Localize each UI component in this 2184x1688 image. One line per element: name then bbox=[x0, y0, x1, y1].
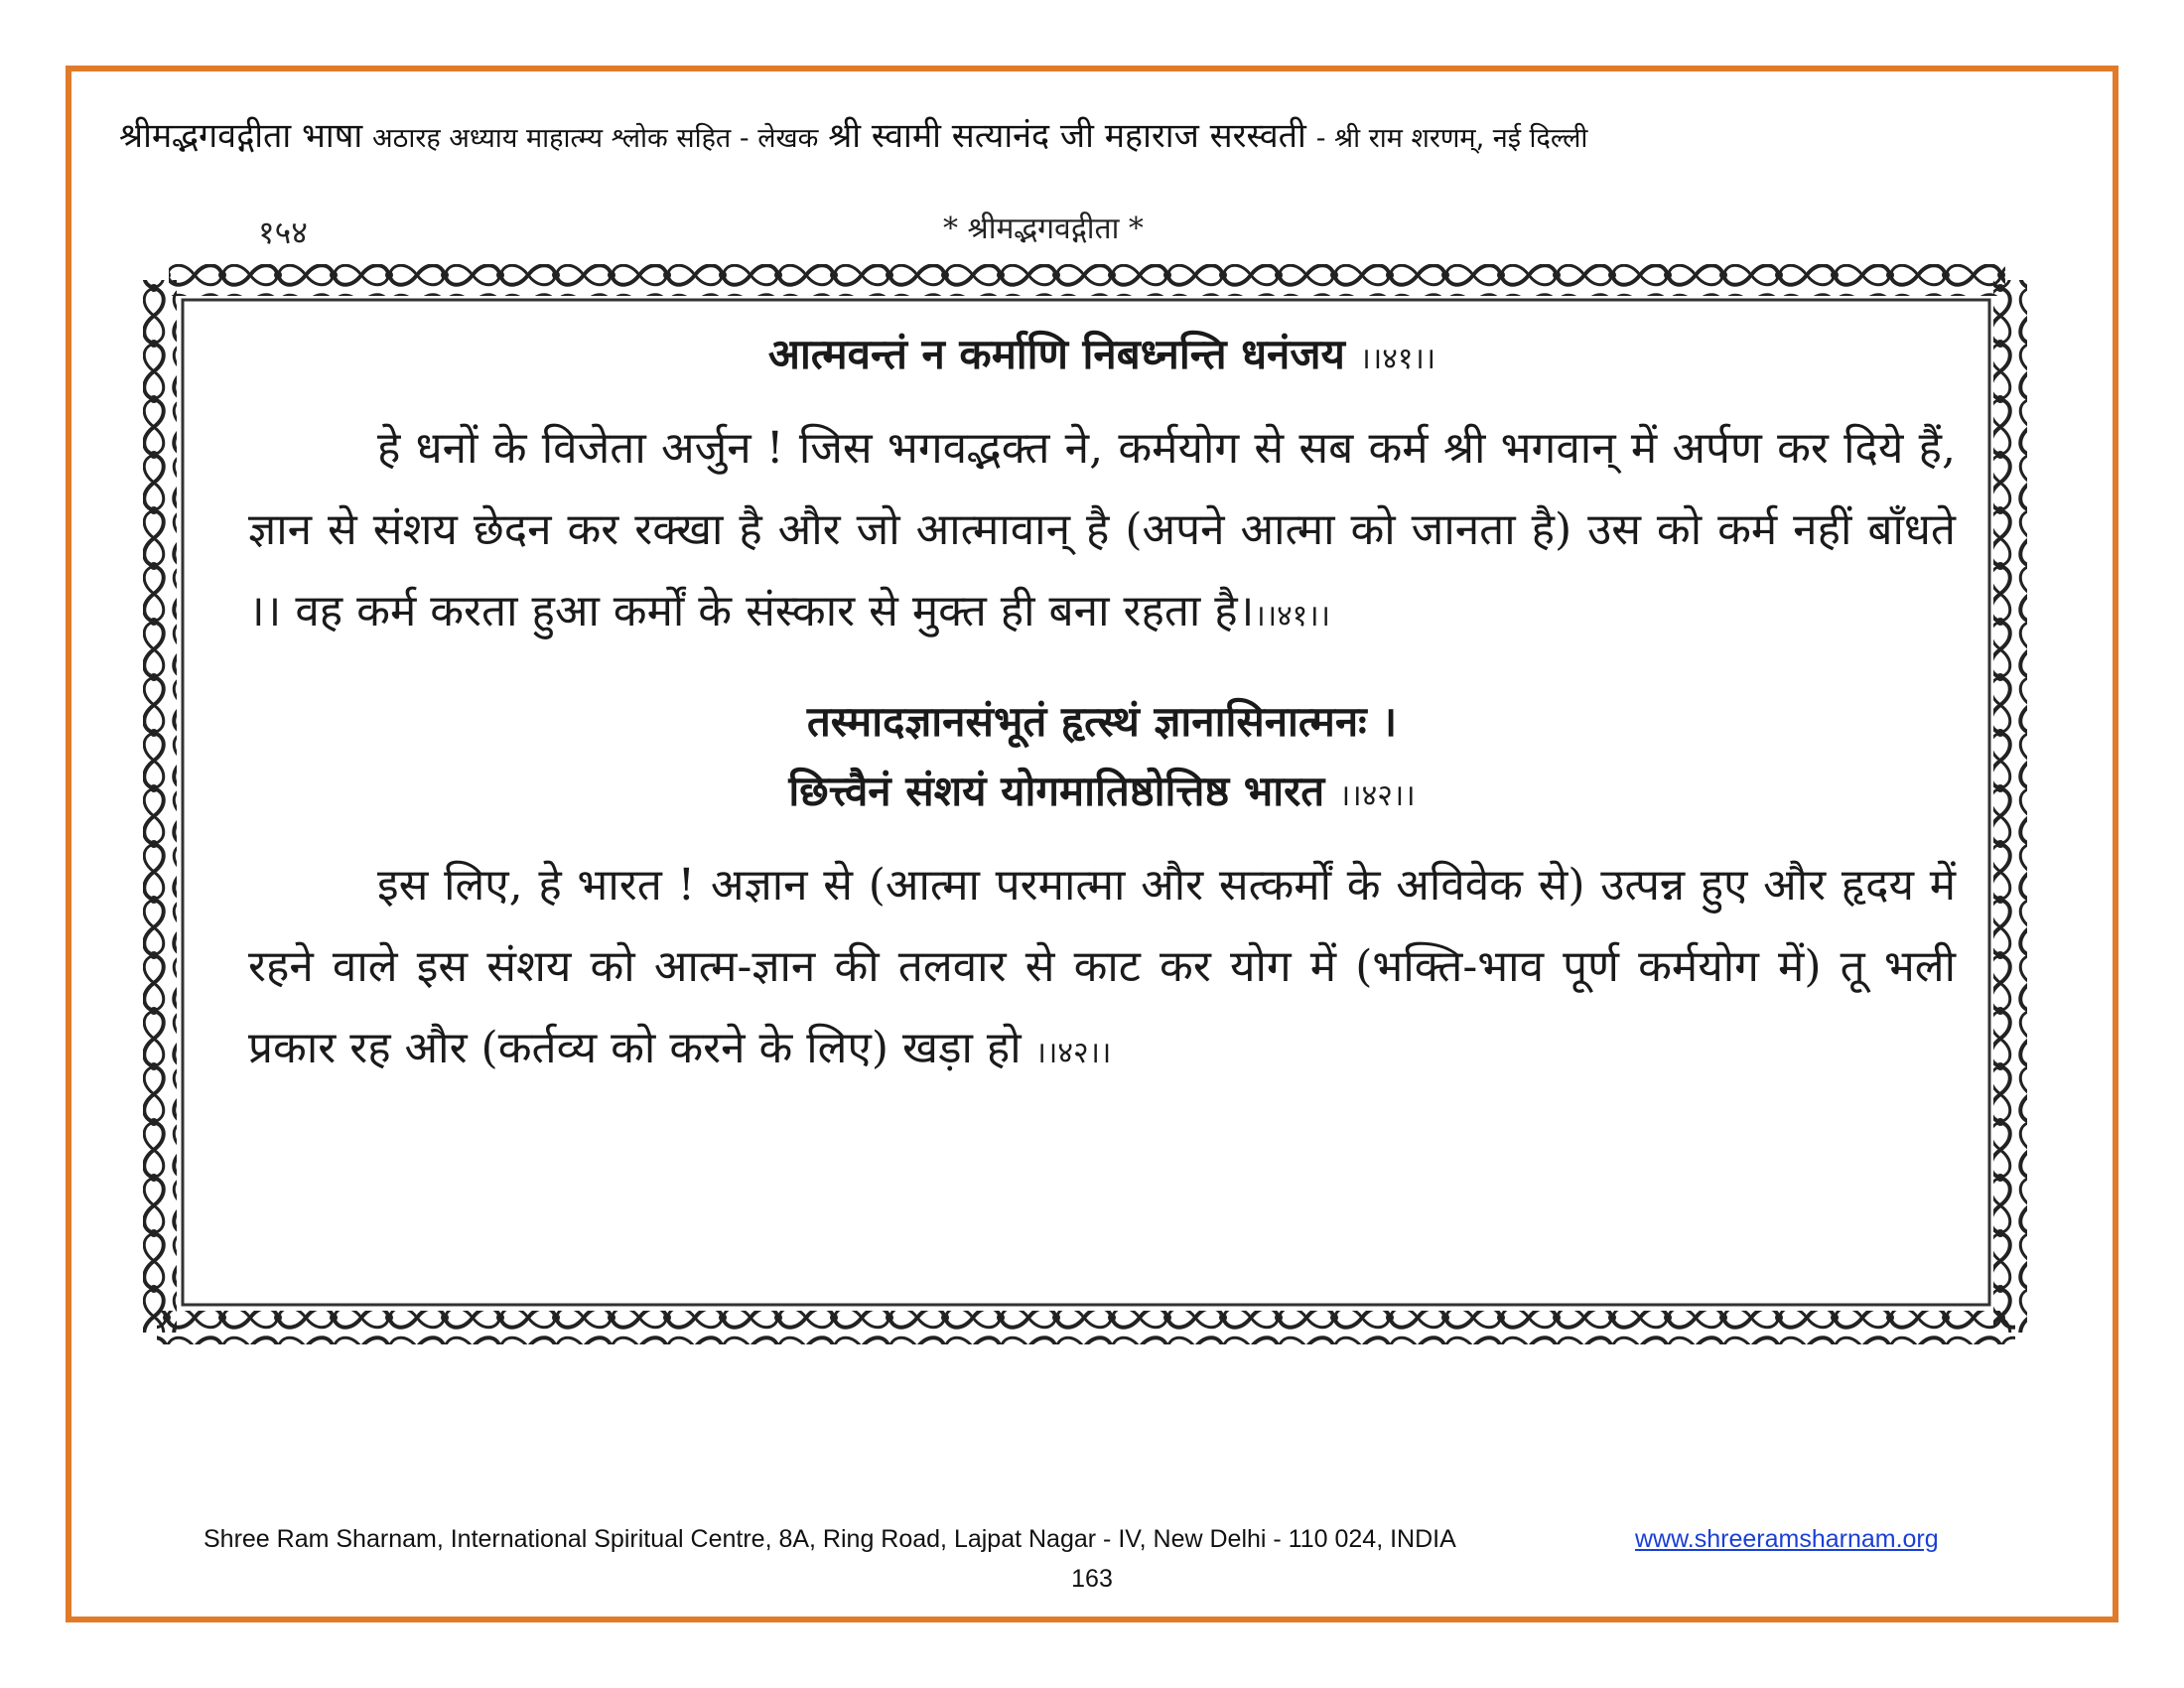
footer-address: Shree Ram Sharnam, International Spiritual Centre, 8A, Ring Road, Lajpat Nagar - IV, New Delhi - 110 024, INDIA bbox=[204, 1525, 1456, 1553]
commentary-42-number: ।।४२।। bbox=[1034, 1036, 1112, 1070]
verse-41-line: आत्मवन्तं न कर्माणि निबध्नन्ति धनंजय bbox=[767, 330, 1345, 378]
commentary-42 bbox=[248, 845, 1956, 1094]
header-title-part1: श्रीमद्भगवद्गीता भाषा bbox=[119, 116, 363, 156]
commentary-41 bbox=[248, 408, 1956, 657]
website-link[interactable]: www.shreeramsharnam.org bbox=[1635, 1525, 1939, 1553]
header-title bbox=[119, 111, 2085, 157]
header-title-part3: श्री स्वामी सत्यानंद जी महाराज सरस्वती bbox=[828, 116, 1306, 156]
verse-42-number: ।।४२।। bbox=[1338, 778, 1416, 813]
verse-42-line2-row bbox=[248, 757, 1956, 831]
verse-42-line1: तस्मादज्ञानसंभूतं हृत्स्थं ज्ञानासिनात्मनः । bbox=[806, 697, 1398, 746]
commentary-41-text: हे धनों के विजेता अर्जुन ! जिस भगवद्भक्त ने, कर्मयोग से सब कर्म श्री भगवान् में अर्पण कर दिये हैं, ज्ञान से संशय छेदन कर रक्खा है और जो आत्मावान् है (अपने आत्मा को जानता है) उस को कर्म नहीं बाँधते ।। वह कर्म करता हुआ कर्मों के संस्कार से मुक्त ही बना रहता है। bbox=[248, 423, 1956, 636]
commentary-42-text: इस लिए, हे भारत ! अज्ञान से (आत्मा परमात्मा और सत्कर्मों के अविवेक से) उत्पन्न हुए और हृदय में रहने वाले इस संशय को आत्म-ज्ञान की तलवार से काट कर योग में (भक्ति-भाव पूर्ण कर्मयोग में) तू भली प्रकार रह और (कर्तव्य को करने के लिए) खड़ा हो bbox=[248, 860, 1956, 1073]
verse-42 bbox=[248, 687, 1956, 831]
footer bbox=[204, 1525, 1990, 1554]
book-page-number: १५४ bbox=[258, 213, 308, 251]
header-title-part4: - श्री राम शरणम्, नई दिल्ली bbox=[1315, 123, 1588, 154]
verse-42-line2: छित्त्वैनं संशयं योगमातिष्ठोत्तिष्ठ भारत bbox=[788, 767, 1325, 815]
verse-41-number: ।।४१।। bbox=[1359, 342, 1436, 376]
header-title-part2: अठारह अध्याय माहात्म्य श्लोक सहित - लेखक bbox=[372, 123, 819, 154]
verse-41 bbox=[248, 320, 1956, 394]
commentary-41-number: ।।४१।। bbox=[1254, 599, 1331, 633]
footer-page-number: 163 bbox=[1071, 1565, 1113, 1593]
running-title: * श्रीमद्भगवद्गीता * bbox=[943, 211, 1144, 246]
scripture-content bbox=[248, 320, 1956, 1112]
